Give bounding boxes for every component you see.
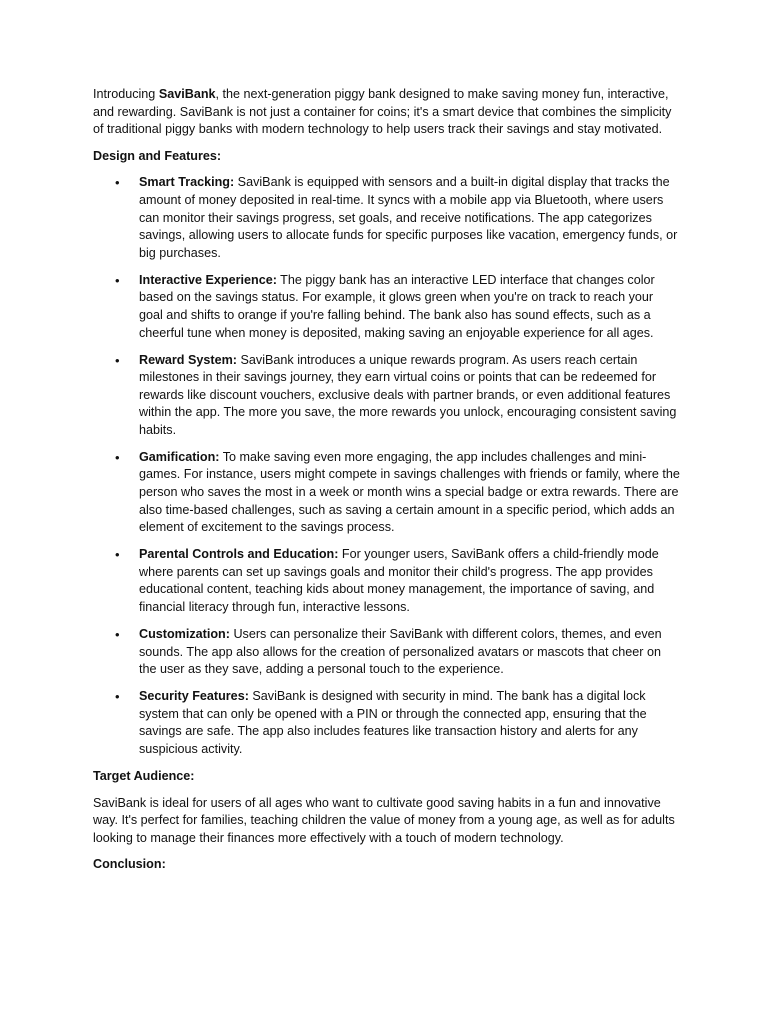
- conclusion-heading: Conclusion:: [93, 857, 166, 872]
- feature-text: SaviBank introduces a unique rewards program. As users reach certain milestones in their savings journey, they earn virtual coins or points that can be redeemed for rewards like discount vouchers, exclusive deals with partner brands, or even additional features within the app. The more you save, the more rewards you unlock, encouraging consistent saving habits.: [139, 352, 677, 437]
- design-heading: Design and Features:: [93, 148, 222, 163]
- feature-text: The piggy bank has an interactive LED interface that changes color based on the savings status. For example, it glows green when you're on track to reach your goal and shifts to orange if you're falling behind. The bank also has sound effects, such as a cheerful tune when money is deposited, making saving an enjoyable experience for all ages.: [139, 272, 655, 340]
- feature-label: Interactive Experience:: [139, 272, 277, 287]
- feature-text: For younger users, SaviBank offers a child-friendly mode where parents can set up savings goals and monitor their child's progress. The app provides educational content, teaching kids about money management, the importance of saving, and financial literacy through fun, interactive lessons.: [139, 547, 659, 614]
- intro-prefix: Introducing: [93, 87, 159, 101]
- audience-paragraph: SaviBank is ideal for users of all ages who want to cultivate good saving habits in a fun and innovative way. It's perfect for families, teaching children the value of money from a young age, as well as for adults looking to manage their finances more effectively with a touch of modern technology.: [93, 795, 675, 845]
- list-item: [139, 546, 680, 616]
- feature-list: [93, 174, 680, 758]
- intro-text: , the next-generation piggy bank designed to make saving money fun, interactive, and rewarding. SaviBank is not just a container for coins; it's a smart device that combines the simplicity of traditional piggy banks with modern technology to help users track their savings and stay motivated.: [93, 87, 672, 137]
- list-item: [139, 449, 680, 537]
- feature-label: Parental Controls and Education:: [139, 547, 339, 562]
- list-item: [139, 174, 680, 262]
- list-item: [139, 688, 680, 758]
- feature-label: Gamification:: [139, 449, 220, 464]
- feature-label: Smart Tracking:: [139, 175, 235, 190]
- feature-label: Reward System:: [139, 352, 237, 367]
- feature-text: To make saving even more engaging, the app includes challenges and mini-games. For instance, users might compete in savings challenges with friends or family, where the person who saves the most in a week or month wins a special badge or extra rewards. There are also time-based challenges, such as saving a certain amount in a specific period, which adds an element of excitement to the savings process.: [139, 449, 680, 535]
- feature-text: SaviBank is designed with security in mind. The bank has a digital lock system that can only be opened with a PIN or through the connected app, ensuring that the savings are safe. The app also includes features like transaction history and alerts for any suspicious activity.: [139, 689, 647, 756]
- intro-paragraph: [93, 86, 680, 139]
- audience-heading: Target Audience:: [93, 768, 195, 783]
- list-item: [139, 626, 680, 679]
- intro-brand: SaviBank: [158, 87, 216, 101]
- feature-text: Users can personalize their SaviBank with different colors, themes, and even sounds. The app also allows for the creation of personalized avatars or mascots that cheer on the user as they save, adding a personal touch to the experience.: [139, 626, 662, 677]
- list-item: [139, 272, 680, 342]
- feature-label: Customization:: [139, 626, 230, 641]
- list-item: [139, 352, 680, 440]
- feature-text: SaviBank is equipped with sensors and a built-in digital display that tracks the amount of money deposited in real-time. It syncs with a mobile app via Bluetooth, where users can monitor their savings progress, set goals, and receive notifications. The app categorizes savings, allowing users to allocate funds for specific purposes like vacation, emergency funds, or big purchases.: [139, 175, 678, 260]
- feature-label: Security Features:: [139, 689, 249, 704]
